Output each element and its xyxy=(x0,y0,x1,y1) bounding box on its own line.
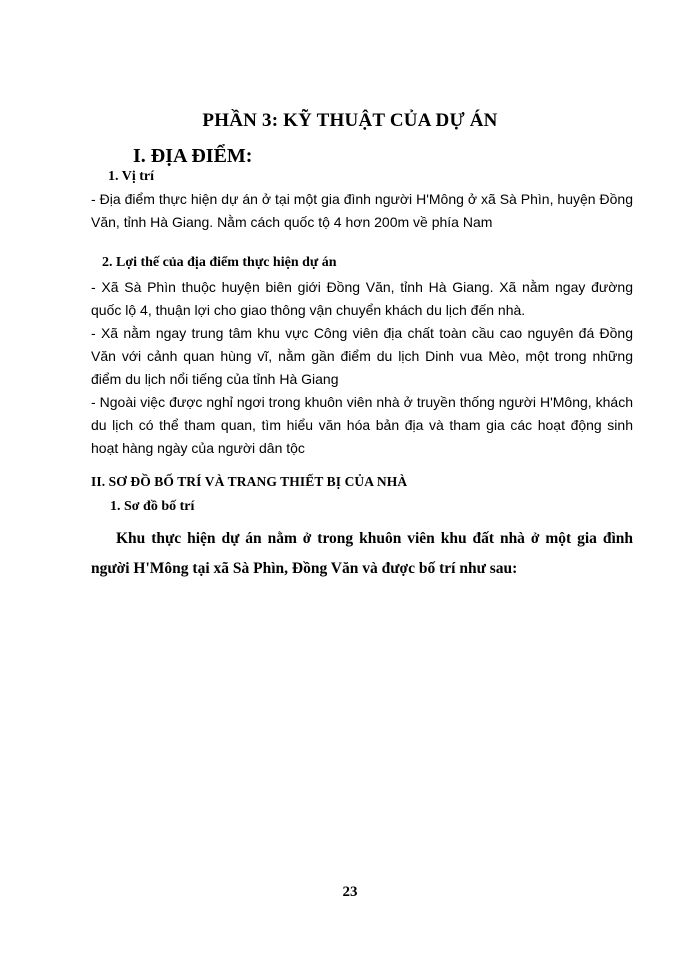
part-title: PHẦN 3: KỸ THUẬT CỦA DỰ ÁN xyxy=(202,110,498,131)
section-heading-layout: II. SƠ ĐỒ BỐ TRÍ VÀ TRANG THIẾT BỊ CỦA NHÀ xyxy=(91,474,408,489)
subheading-layout-plan: 1. Sơ đồ bố trí xyxy=(110,499,195,514)
page-number: 23 xyxy=(342,884,358,900)
layout-intro-text xyxy=(91,524,633,584)
section-heading-location: I. ĐỊA ĐIỂM: xyxy=(133,145,253,167)
subheading-advantages: 2. Lợi thế của địa điểm thực hiện dự án xyxy=(102,255,337,270)
paragraph: - Xã Sà Phìn thuộc huyện biên giới Đồng Văn, tỉnh Hà Giang. Xã nằm ngay đường quốc lộ 4, thuận lợi cho giao thông vận chuyển khách du lịch đến nhà. xyxy=(91,279,633,318)
paragraph: Khu thực hiện dự án nằm ở trong khuôn viên khu đất nhà ở một gia đình người H'Mông tại xã Sà Phìn, Đồng Văn và được bố trí như sau: xyxy=(91,530,633,577)
subheading-position: 1. Vị trí xyxy=(108,169,155,184)
paragraph: - Địa điểm thực hiện dự án ở tại một gia đình người H'Mông ở xã Sà Phìn, huyện Đồng Văn, tỉnh Hà Giang. Nằm cách quốc tộ 4 hơn 200m về phía Nam xyxy=(91,191,633,230)
paragraph: - Xã nằm ngay trung tâm khu vực Công viên địa chất toàn cầu cao nguyên đá Đồng Văn với cảnh quan hùng vĩ, nằm gần điểm du lịch Dinh vua Mèo, một trong những điểm du lịch nổi tiếng của tỉnh Hà Giang xyxy=(91,325,633,387)
paragraph: - Ngoài việc được nghỉ ngơi trong khuôn viên nhà ở truyền thống người H'Mông, khách du lịch có thể tham quan, tìm hiểu văn hóa bản địa và tham gia các hoạt động sinh hoạt hàng ngày của người dân tộc xyxy=(91,394,633,456)
position-text xyxy=(91,188,633,234)
advantages-text xyxy=(91,276,633,460)
